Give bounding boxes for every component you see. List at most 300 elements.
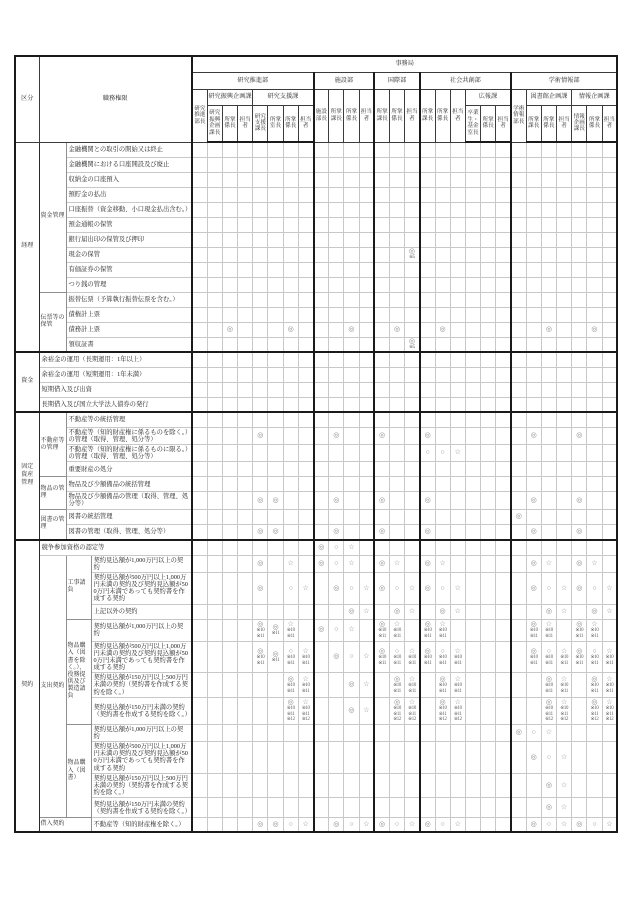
authority-cell: [389, 217, 404, 232]
authority-cell: [389, 492, 404, 509]
authority-symbol: ☆: [545, 620, 553, 629]
authority-cell: [435, 509, 450, 524]
authority-cell: [298, 262, 313, 277]
authority-symbol: ◎: [333, 652, 340, 661]
authority-note: ※11: [605, 688, 614, 694]
authority-cell: [405, 619, 420, 641]
authority-cell: [557, 307, 572, 322]
authority-cell: [253, 742, 268, 774]
authority-cell: [511, 337, 526, 352]
authority-cell: [405, 367, 420, 382]
authority-cell: [238, 724, 253, 741]
authority-cell: [496, 540, 511, 555]
authority-cell: [541, 742, 556, 774]
authority-symbol: ○: [349, 652, 354, 661]
task-cell: 現金の保管: [66, 247, 192, 262]
authority-cell: [602, 247, 617, 262]
authority-cell: [572, 540, 587, 555]
authority-cell: [405, 524, 420, 540]
authority-cell: [602, 352, 617, 367]
authority-note: ※5: [409, 345, 415, 351]
authority-cell: [222, 773, 237, 798]
authority-cell: [511, 509, 526, 524]
authority-cell: [192, 724, 207, 741]
authority-cell: [541, 232, 556, 247]
authority-symbol: ◎: [591, 674, 598, 683]
authority-cell: [587, 604, 602, 619]
authority-cell: [374, 262, 389, 277]
authority-cell: [557, 382, 572, 397]
authority-cell: [329, 157, 344, 172]
authority-cell: [314, 444, 329, 461]
authority-cell: [587, 555, 602, 572]
authority-cell: [222, 172, 237, 187]
authority-cell: [526, 217, 541, 232]
authority-cell: [420, 540, 435, 555]
authority-cell: [481, 382, 496, 397]
authority-cell: [374, 397, 389, 412]
authority-cell: [496, 818, 511, 832]
authority-cell: [541, 540, 556, 555]
authority-cell: [329, 142, 344, 157]
authority-cell: [602, 509, 617, 524]
authority-cell: [268, 509, 283, 524]
authority-cell: [405, 247, 420, 262]
authority-cell: [207, 322, 222, 337]
authority-note: ※10: [590, 628, 599, 634]
authority-cell: [496, 382, 511, 397]
authority-cell: [572, 724, 587, 741]
authority-symbol: ◎: [545, 674, 552, 683]
authority-cell: [238, 619, 253, 641]
authority-cell: [465, 462, 480, 477]
authority-cell: [572, 818, 587, 832]
authority-cell: [314, 540, 329, 555]
authority-cell: [374, 367, 389, 382]
authority-note: ※11: [545, 688, 553, 694]
authority-cell: [572, 307, 587, 322]
authority-cell: [405, 509, 420, 524]
authority-cell: [283, 157, 298, 172]
authority-note: ※10: [605, 706, 614, 712]
authority-cell: [481, 492, 496, 509]
authority-cell: [602, 555, 617, 572]
authority-cell: [557, 742, 572, 774]
authority-cell: [435, 172, 450, 187]
authority-cell: [465, 187, 480, 202]
authority-cell: [481, 572, 496, 604]
authority-cell: [389, 247, 404, 262]
authority-cell: [389, 444, 404, 461]
authority-matrix: [14, 55, 618, 833]
authority-symbol: ◎: [393, 324, 401, 333]
authority-cell: [374, 641, 389, 673]
authority-cell: [511, 697, 526, 724]
authority-cell: [222, 142, 237, 157]
authority-note: ※10: [560, 655, 569, 661]
authority-cell: [344, 509, 359, 524]
authority-cell: [283, 337, 298, 352]
authority-symbol: ◎: [272, 649, 279, 658]
authority-note: ※10: [408, 683, 416, 689]
authority-cell: [496, 773, 511, 798]
authority-cell: [587, 262, 602, 277]
authority-cell: [526, 462, 541, 477]
authority-cell: [511, 524, 526, 540]
group-cell: 不動産等の管理: [39, 412, 66, 477]
authority-note: ※10: [301, 706, 310, 712]
authority-cell: [511, 773, 526, 798]
authority-cell: [511, 292, 526, 307]
authority-cell: [405, 641, 420, 673]
authority-cell: [359, 462, 374, 477]
authority-cell: [450, 202, 465, 217]
authority-cell: [435, 232, 450, 247]
authority-cell: [298, 382, 313, 397]
authority-note: ※10: [438, 655, 447, 661]
authority-cell: [496, 292, 511, 307]
authority-cell: [268, 619, 283, 641]
authority-cell: [572, 477, 587, 492]
authority-cell: [192, 352, 207, 367]
authority-cell: [222, 202, 237, 217]
authority-cell: [222, 555, 237, 572]
authority-cell: [389, 337, 404, 352]
authority-cell: [359, 187, 374, 202]
authority-cell: [389, 262, 404, 277]
authority-note: ※11: [393, 660, 401, 666]
authority-cell: [238, 217, 253, 232]
authority-cell: [314, 307, 329, 322]
authority-cell: [435, 292, 450, 307]
authority-cell: [359, 307, 374, 322]
authority-cell: [192, 157, 207, 172]
authority-cell: [541, 673, 556, 698]
authority-note: ※11: [423, 633, 432, 639]
task-cell: 短期借入及び出資: [39, 382, 192, 397]
authority-cell: [420, 352, 435, 367]
authority-symbol: ☆: [408, 674, 416, 683]
authority-cell: [389, 555, 404, 572]
authority-cell: [374, 444, 389, 461]
authority-note: ※10: [544, 706, 553, 712]
dept-header-2: 国際部: [374, 72, 420, 89]
authority-cell: [465, 247, 480, 262]
authority-cell: [329, 492, 344, 509]
authority-cell: [344, 142, 359, 157]
authority-cell: [329, 477, 344, 492]
authority-symbol: ☆: [363, 819, 370, 828]
authority-cell: [435, 773, 450, 798]
authority-cell: [526, 292, 541, 307]
authority-cell: [481, 292, 496, 307]
authority-cell: [207, 641, 222, 673]
authority-symbol: ◎: [318, 543, 325, 552]
authority-cell: [389, 157, 404, 172]
authority-symbol: ☆: [454, 698, 461, 707]
authority-cell: [541, 477, 556, 492]
authority-cell: [253, 187, 268, 202]
authority-note: ※10: [560, 683, 569, 689]
authority-cell: [222, 444, 237, 461]
authority-cell: [405, 412, 420, 427]
authority-cell: [374, 798, 389, 818]
category-cell: 固定資産管理: [15, 412, 39, 540]
authority-note: ※10: [453, 655, 462, 661]
authority-cell: [587, 292, 602, 307]
authority-symbol: ☆: [454, 674, 461, 683]
authority-note: ※12: [605, 717, 614, 723]
authority-cell: [435, 382, 450, 397]
authority-symbol: ☆: [408, 646, 416, 655]
authority-cell: [602, 697, 617, 724]
authority-cell: [420, 337, 435, 352]
authority-cell: [238, 462, 253, 477]
authority-cell: [420, 742, 435, 774]
authority-cell: [496, 641, 511, 673]
authority-cell: [465, 773, 480, 798]
authority-cell: [314, 187, 329, 202]
authority-cell: [465, 217, 480, 232]
authority-cell: [283, 202, 298, 217]
authority-cell: [481, 157, 496, 172]
authority-cell: [207, 337, 222, 352]
authority-cell: [389, 367, 404, 382]
authority-cell: [572, 619, 587, 641]
authority-cell: [511, 142, 526, 157]
authority-cell: [268, 477, 283, 492]
authority-cell: [450, 142, 465, 157]
authority-cell: [572, 187, 587, 202]
authority-cell: [465, 555, 480, 572]
authority-cell: [253, 555, 268, 572]
authority-symbol: ○: [425, 448, 430, 457]
authority-cell: [253, 382, 268, 397]
authority-cell: [283, 397, 298, 412]
authority-cell: [435, 673, 450, 698]
authority-cell: [268, 382, 283, 397]
authority-cell: [557, 477, 572, 492]
authority-cell: [238, 277, 253, 292]
authority-cell: [374, 604, 389, 619]
authority-cell: [298, 307, 313, 322]
authority-symbol: ☆: [348, 625, 355, 634]
authority-note: ※11: [286, 688, 295, 694]
authority-cell: [268, 307, 283, 322]
authority-cell: [207, 477, 222, 492]
authority-cell: [572, 142, 587, 157]
authority-cell: [298, 509, 313, 524]
authority-cell: [329, 555, 344, 572]
matrix-body: [15, 142, 617, 832]
authority-cell: [238, 540, 253, 555]
authority-symbol: ◎: [408, 247, 416, 256]
authority-cell: [329, 397, 344, 412]
task-cell: 収納金の口座預入: [66, 172, 192, 187]
authority-symbol: ◎: [424, 527, 431, 536]
authority-cell: [268, 232, 283, 247]
authority-cell: [526, 509, 541, 524]
authority-cell: [329, 232, 344, 247]
authority-cell: [253, 673, 268, 698]
authority-cell: [238, 157, 253, 172]
authority-symbol: ☆: [560, 752, 568, 761]
authority-cell: [207, 619, 222, 641]
authority-cell: [481, 798, 496, 818]
authority-cell: [465, 142, 480, 157]
authority-symbol: ◎: [530, 646, 537, 655]
authority-cell: [465, 604, 480, 619]
authority-cell: [253, 641, 268, 673]
authority-cell: [359, 492, 374, 509]
authority-cell: [481, 322, 496, 337]
position-header: 担当者: [557, 105, 572, 142]
authority-symbol: ☆: [454, 646, 461, 655]
authority-symbol: ◎: [530, 620, 537, 629]
authority-cell: [329, 462, 344, 477]
authority-cell: [207, 818, 222, 832]
position-header: 担当者: [405, 89, 420, 142]
authority-cell: [557, 142, 572, 157]
authority-symbol: ◎: [379, 646, 386, 655]
authority-cell: [405, 492, 420, 509]
authority-symbol: ◎: [530, 819, 537, 828]
authority-cell: [374, 277, 389, 292]
authority-cell: [602, 322, 617, 337]
authority-cell: [314, 619, 329, 641]
authority-cell: [389, 604, 404, 619]
authority-cell: [192, 477, 207, 492]
authority-cell: [238, 572, 253, 604]
authority-cell: [572, 412, 587, 427]
authority-cell: [359, 477, 374, 492]
authority-cell: [602, 619, 617, 641]
authority-symbol: ◎: [379, 559, 386, 568]
authority-note: ※11: [256, 633, 265, 639]
authority-cell: [314, 555, 329, 572]
authority-cell: [298, 673, 313, 698]
authority-cell: [511, 444, 526, 461]
authority-cell: [192, 247, 207, 262]
authority-cell: [602, 798, 617, 818]
authority-cell: [253, 337, 268, 352]
authority-note: ※11: [271, 631, 280, 637]
authority-symbol: ☆: [591, 620, 598, 629]
authority-cell: [450, 477, 465, 492]
authority-cell: [238, 673, 253, 698]
authority-cell: [359, 555, 374, 572]
authority-cell: [587, 462, 602, 477]
authority-note: ※11: [393, 711, 401, 717]
authority-symbol: ☆: [393, 620, 401, 629]
authority-note: ※11: [423, 660, 432, 666]
authority-cell: [222, 477, 237, 492]
authority-cell: [192, 292, 207, 307]
authority-cell: [405, 292, 420, 307]
authority-cell: [298, 818, 313, 832]
authority-cell: [298, 187, 313, 202]
authority-cell: [314, 798, 329, 818]
authority-cell: [344, 427, 359, 444]
authority-note: ※10: [286, 655, 295, 661]
authority-symbol: ◎: [348, 680, 355, 689]
group-cell: 物品の管理: [39, 477, 66, 509]
authority-symbol: ◎: [576, 620, 583, 629]
authority-cell: [238, 773, 253, 798]
authority-cell: [314, 509, 329, 524]
authority-note: ※11: [438, 633, 447, 639]
authority-cell: [238, 524, 253, 540]
authority-cell: [298, 202, 313, 217]
authority-symbol: ◎: [257, 620, 264, 629]
authority-note: ※10: [590, 683, 599, 689]
authority-cell: [222, 742, 237, 774]
authority-cell: [420, 798, 435, 818]
authority-cell: [192, 412, 207, 427]
authority-symbol: ○: [592, 646, 597, 655]
authority-symbol: ○: [440, 583, 445, 592]
authority-cell: [450, 217, 465, 232]
authority-cell: [420, 262, 435, 277]
authority-cell: [572, 509, 587, 524]
authority-cell: [268, 798, 283, 818]
authority-symbol: ☆: [363, 680, 370, 689]
authority-cell: [541, 202, 556, 217]
authority-cell: [450, 307, 465, 322]
authority-cell: [389, 673, 404, 698]
authority-cell: [405, 697, 420, 724]
task-cell: 金融機関との取引の開始又は終止: [66, 142, 192, 157]
authority-cell: [435, 412, 450, 427]
authority-cell: [465, 322, 480, 337]
authority-note: ※11: [301, 660, 310, 666]
task-cell: 契約見込額が150万円以上500万円未満の契約（契約書を作成する契約を除く。）: [91, 673, 192, 698]
authority-cell: [465, 540, 480, 555]
authority-cell: [192, 773, 207, 798]
authority-cell: [222, 641, 237, 673]
authority-cell: [435, 277, 450, 292]
authority-cell: [557, 277, 572, 292]
authority-cell: [526, 187, 541, 202]
authority-cell: [192, 217, 207, 232]
authority-cell: [420, 382, 435, 397]
authority-cell: [572, 337, 587, 352]
authority-cell: [359, 382, 374, 397]
authority-cell: [283, 524, 298, 540]
authority-cell: [541, 307, 556, 322]
authority-cell: [496, 492, 511, 509]
authority-symbol: ◎: [576, 431, 583, 439]
authority-cell: [329, 307, 344, 322]
authority-cell: [374, 673, 389, 698]
authority-cell: [253, 477, 268, 492]
authority-note: ※10: [529, 655, 538, 661]
authority-cell: [222, 818, 237, 832]
authority-cell: [572, 367, 587, 382]
authority-symbol: ◎: [515, 728, 522, 737]
authority-cell: [405, 773, 420, 798]
authority-symbol: ◎: [408, 337, 416, 345]
task-cell: 契約見込額が150万円以上500万円未満の契約（契約書を作成する契約を除く。）: [91, 773, 192, 798]
authority-note: ※11: [590, 688, 599, 694]
authority-cell: [298, 277, 313, 292]
authority-cell: [557, 322, 572, 337]
authority-cell: [465, 412, 480, 427]
authority-symbol: ☆: [606, 819, 613, 828]
authority-cell: [526, 818, 541, 832]
authority-cell: [557, 247, 572, 262]
authority-cell: [207, 673, 222, 698]
